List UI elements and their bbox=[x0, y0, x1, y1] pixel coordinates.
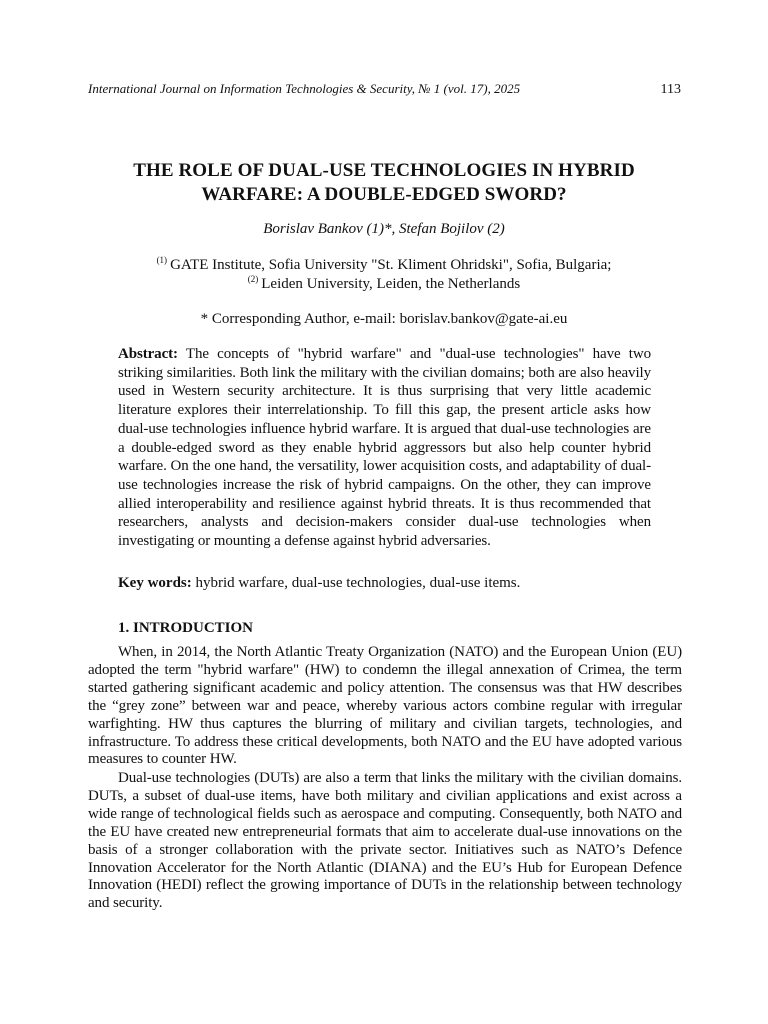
affiliation-1-text: GATE Institute, Sofia University "St. Kliment Ohridski", Sofia, Bulgaria; bbox=[170, 257, 612, 273]
section-heading-introduction: 1. INTRODUCTION bbox=[118, 620, 254, 636]
affiliation-1 bbox=[88, 256, 680, 275]
affiliation-2 bbox=[88, 275, 680, 294]
paper-title-line-1: THE ROLE OF DUAL-USE TECHNOLOGIES IN HYBRID bbox=[133, 160, 635, 181]
page-number: 113 bbox=[660, 82, 681, 97]
abstract-text: The concepts of "hybrid warfare" and "dual-use technologies" have two striking similarities. Both link the military with the civilian domains; both are also heavily used in Western security architecture. It is thus surprising that very little academic literature explores their interrelationship. To fill this gap, the present article asks how dual-use technologies influence hybrid warfare. It is argued that dual-use technologies are a double-edged sword as they enable hybrid aggressors but also help counter hybrid warfare. On the one hand, the versatility, lower acquisition costs, and adaptability of dual-use technologies increase the risk of hybrid campaigns. On the other, they can improve allied interoperability and resilience against hybrid threats. It is thus recommended that researchers, analysts and decision-makers consider dual-use technologies when investigating or mounting a defense against hybrid adversaries. bbox=[118, 346, 651, 550]
introduction-paragraph-2: Dual-use technologies (DUTs) are also a term that links the military with the civilian domains. DUTs, a subset of dual-use items, have both military and civilian applications and exist across a wide range of technological fields such as aerospace and computing. Consequently, both NATO and the EU have created new entrepreneurial formats that aim to accelerate dual-use innovations on the basis of a stronger collaboration with the private sector. Initiatives such as NATO’s Defence Innovation Accelerator for the North Atlantic (DIANA) and the EU’s Hub for European Defence Innovation (HEDI) reflect the growing importance of DUTs in the relationship between technology and security. bbox=[88, 770, 682, 912]
affiliation-1-marker: (1) bbox=[156, 255, 168, 265]
abstract bbox=[118, 345, 651, 551]
abstract-label: Abstract: bbox=[118, 346, 178, 362]
author-list: Borislav Bankov (1)*, Stefan Bojilov (2) bbox=[263, 221, 505, 237]
paper-title-line-2: WARFARE: A DOUBLE-EDGED SWORD? bbox=[201, 184, 567, 205]
keywords bbox=[118, 574, 651, 593]
affiliation-2-text: Leiden University, Leiden, the Netherlands bbox=[261, 276, 521, 292]
corresponding-author: * Corresponding Author, e-mail: borislav.bankov@gate-ai.eu bbox=[200, 311, 568, 327]
journal-running-head: International Journal on Information Technologies & Security, № 1 (vol. 17), 2025 bbox=[88, 81, 521, 96]
affiliation-2-marker: (2) bbox=[247, 274, 259, 284]
introduction-paragraph-1: When, in 2014, the North Atlantic Treaty Organization (NATO) and the European Union (EU) adopted the term "hybrid warfare" (HW) to condemn the illegal annexation of Crimea, the term started gathering significant academic and policy attention. The consensus was that HW describes the “grey zone” between war and peace, whereby various actors combine regular with irregular warfighting. HW thus captures the blurring of military and civilian targets, technologies, and infrastructure. To address these critical developments, both NATO and the EU have adopted various measures to counter HW. bbox=[88, 644, 682, 768]
affiliations bbox=[88, 256, 680, 294]
paper-title bbox=[88, 159, 680, 207]
keywords-text: hybrid warfare, dual-use technologies, dual-use items. bbox=[195, 575, 521, 591]
keywords-label: Key words: bbox=[118, 575, 192, 591]
